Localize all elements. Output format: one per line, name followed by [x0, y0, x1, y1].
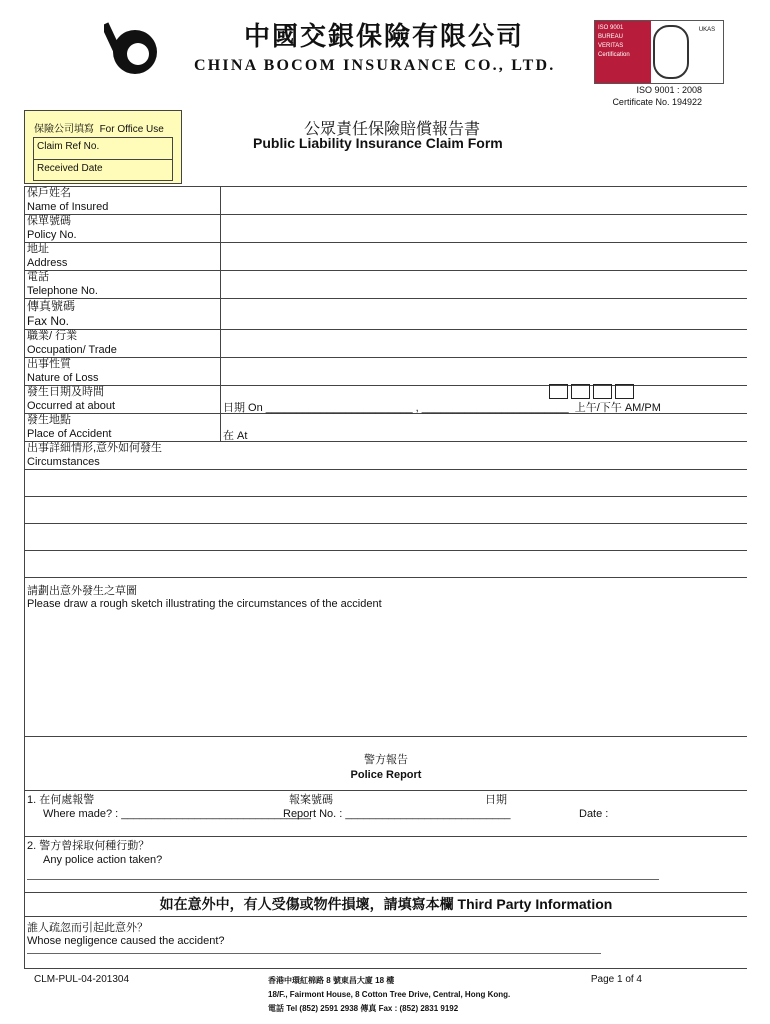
field-row-telephone[interactable]: 電話 Telephone No. — [25, 271, 747, 299]
blank-line-1[interactable] — [25, 470, 747, 497]
company-logo — [104, 20, 162, 78]
field-row-fax[interactable]: 傳真號碼 Fax No. — [25, 299, 747, 330]
received-date-field[interactable]: Received Date — [37, 163, 103, 174]
third-party-header: 如在意外中，有人受傷或物件損壞，請填寫本欄 Third Party Information — [25, 893, 747, 917]
form-title-cn: 公眾責任保險賠償報告書 — [304, 121, 481, 138]
company-name-en: CHINA BOCOM INSURANCE CO., LTD. — [194, 57, 556, 74]
ukas-icon: UKAS — [698, 27, 716, 33]
field-row-nature[interactable]: 出事性質 Nature of Loss — [25, 358, 747, 386]
field-row-place[interactable]: 發生地點 Place of Accident 在 At — [25, 414, 747, 442]
form-code: CLM-PUL-04-201304 — [34, 974, 130, 985]
blank-line-4[interactable] — [25, 551, 747, 578]
police-q2[interactable]: 2. 警方曾採取何種行動？ Any police action taken? — [25, 837, 747, 893]
field-row-occurred[interactable]: 發生日期及時間 Occurred at about 日期 On ________________________ , ________________________ 上午/下午 AM/PM — [25, 386, 747, 414]
field-row-address[interactable]: 地址 Address — [25, 243, 747, 271]
field-row-policy[interactable]: 保單號碼 Policy No. — [25, 215, 747, 243]
office-use-box: 保險公司填寫 For Office Use Claim Ref No. Received Date — [24, 110, 182, 184]
blank-line-3[interactable] — [25, 524, 747, 551]
claim-grid — [24, 186, 747, 969]
field-row-circumstances[interactable]: 出事詳細情形,意外如何發生 Circumstances — [25, 442, 747, 470]
police-q1[interactable]: 1. 在何處報警 Where made? : _______________________________ 報案號碼 Report No. : ___________________________ 日期 Date : — [25, 791, 747, 837]
police-report-header: 警方報告 Police Report — [25, 737, 747, 791]
third-party-q[interactable]: 誰人疏忽而引起此意外？ Whose negligence caused the accident? — [25, 917, 747, 969]
sketch-area[interactable]: 請劃出意外發生之草圖 Please draw a rough sketch illustrating the circumstances of the accident — [25, 578, 747, 737]
blank-line-2[interactable] — [25, 497, 747, 524]
seal-icon — [651, 21, 691, 83]
iso-info: ISO 9001 : 2008 Certificate No. 194922 — [612, 85, 702, 107]
company-name-cn: 中國交銀保險有限公司 — [244, 22, 525, 52]
certification-badge: ISO 9001 BUREAU VERITAS Certification UKAS — [594, 20, 724, 84]
claim-ref-field[interactable]: Claim Ref No. — [34, 138, 172, 160]
field-row-occupation[interactable]: 職業/ 行業 Occupation/ Trade — [25, 330, 747, 358]
page-number: Page 1 of 4 — [590, 974, 642, 985]
field-row-name[interactable]: 保戶姓名 Name of Insured — [25, 187, 747, 215]
form-title-en: Public Liability Insurance Claim Form — [253, 135, 503, 151]
